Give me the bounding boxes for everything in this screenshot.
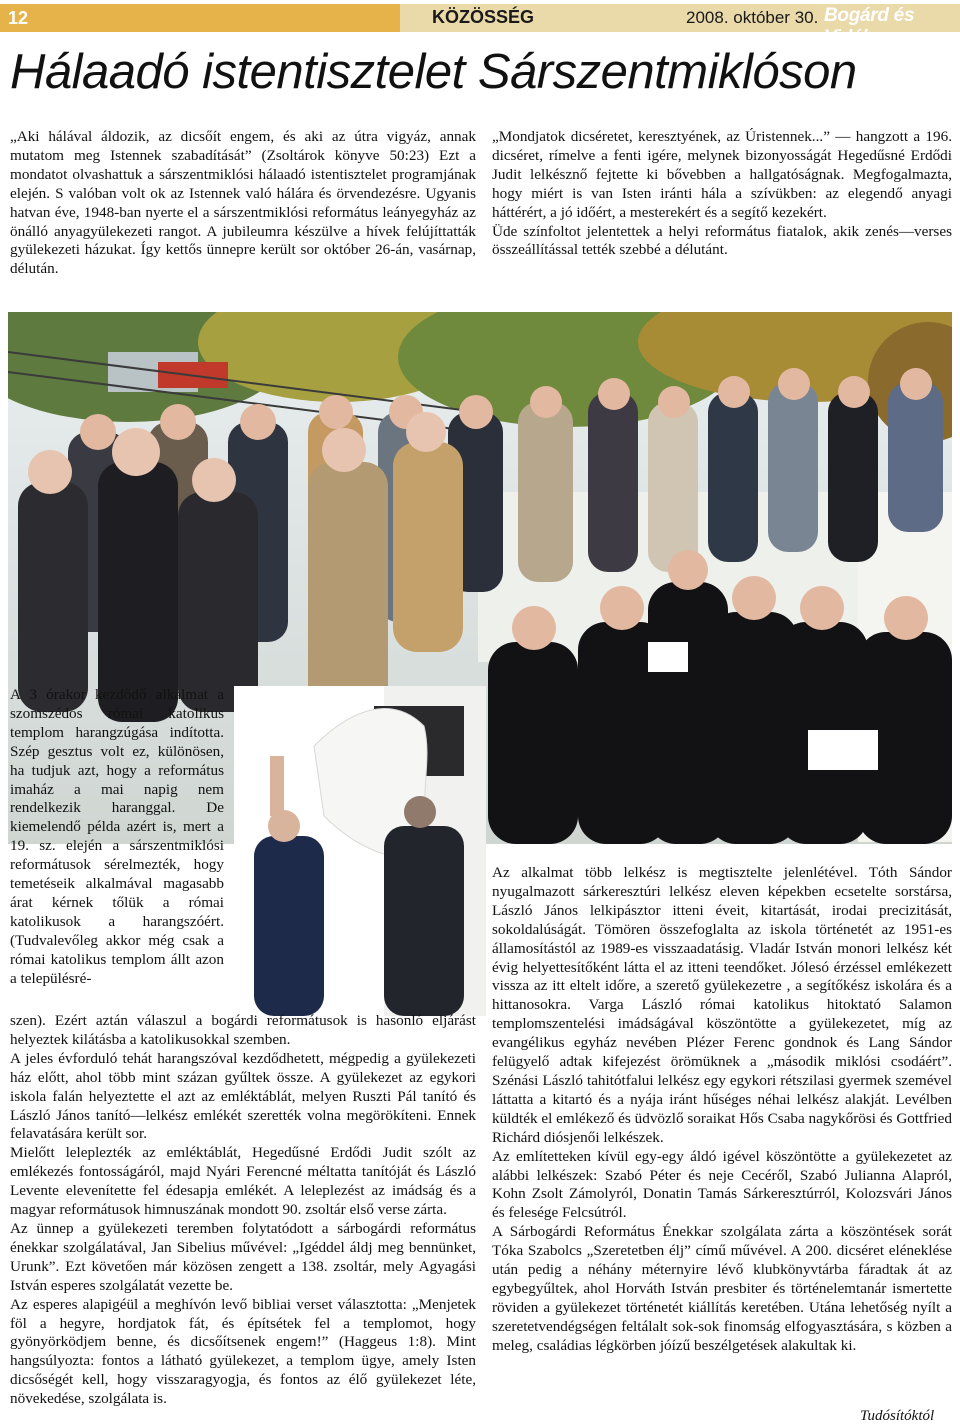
- plaque-unveiling-photo: [234, 686, 486, 1016]
- page-header: [0, 0, 960, 48]
- left-paragraph-5: Az esperes alapigéül a meghívón levő bibliai verset választotta: „Menjetek föl a hegyre, hordjatok fát, és építsétek fel a templomot, hogy gyönyörködjem benne, és dicsőítsenek engem!” (Haggeus 1:8). Mint hangsúlyozta: fontos a látható gyülekezet, a templom ügye, amely Isten dicsőségét kell, hogy visszaragyogja, és fontos az élő gyülekezet léte, növekedése, szolgálata is.: [10, 1295, 476, 1408]
- page-number: 12: [8, 8, 29, 28]
- intro-right-paragraph-2: Üde színfoltot jelentettek a helyi református fiatalok, akik zenés—verses összeállítással tették szebbé a délutánt.: [492, 222, 952, 259]
- left-paragraph-1: szen). Ezért aztán válaszul a bogárdi reformátusok is hasonló eljárást helyeztek kilátásba a katolikusokkal szemben.: [10, 1012, 476, 1048]
- right-paragraph-1: Az alkalmat több lelkész is megtisztelte jelenlétével. Tóth Sándor nyugalmazott sárkeresztúri lelkész eleven képekben ecsetelte sorstársa, László János lelkipásztor itteni éveit, kitartását, irodai precizitását, sokoldalúságát. Tömören összefoglalta az iskola történetét az 1951-es államosítástól az 1989-es visszaadatásig. Vladár István monori lelkész két évig helyettesítőként látta el az itteni teendőket. Jólesó érzéssel emlékezett vissza az itt eltelt időre, a szerető gyülekezetre , a segítőkész iskolára és a hittanosokra. Varga László római katolikus hitoktató Salamon templomszentelési imádságával köszöntötte a gyülekezetet, míg az evangélikus egyház nevében Plézer Ferenc gondnok és Lang Sándor felügyelő adtak kifejezést örömüknek a „második miklósi csodáért”. Szénási László tahitótfalui lelkész egy egykori rétszilasi gyermek szemével láttatta a kitartó és a nyája iránt hűséges néhai lelkész alakját. Levélben küldték el emlékező és üdvözlő soraikat Hős Csaba nagykőrösi és Gottfried Richárd diósjenői lelkészek.: [492, 864, 952, 1146]
- issue-date: 2008. október 30.: [686, 8, 819, 27]
- author-signature: Tudósítóktól: [860, 1408, 935, 1424]
- intro-right-paragraph-1: „Mondjatok dicséretet, keresztyének, az Úristennek...” — hangzott a 196. dicséret, rímelve a fenti igére, melynek bizonyosságát Hegedűsné Erdődi Judit lelkésznő fejtette ki bővebben a hallgatóságnak. Megfogalmazta, hogy miért is van Isten iránti hála a szívükben: az elegendő anyagi háttérért, a jó időért, a mesterekért és a segítő kezekért.: [492, 128, 952, 221]
- left-body-column: [10, 1012, 476, 1409]
- left-paragraph-2: A jeles évforduló tehát harangszóval kezdődhetett, mégpedig a gyülekezeti ház előtt, ahol több mint százan gyűltek össze. A gyülekezet az egykori iskola falán helyeztette el azt az emléktáblát, melyen Ruszti Pál tanító és László János tanító—lelkész emlékét szerették volna megörökíteni. Ennek felavatására került sor.: [10, 1049, 476, 1143]
- right-paragraph-2: Az említetteken kívül egy-egy áldó igével köszöntötte a gyülekezetet az alábbi lelkészek: Szabó Péter és neje Cecéről, Szabó Julianna Alapról, Kohn Zsolt Zámolyról, Donatin Tamás Sárkeresztúrról, Kolozsvári János és felesége Felcsútról.: [492, 1147, 952, 1222]
- header-left-band: [0, 4, 400, 32]
- wrap-text-column: [10, 686, 224, 989]
- intro-right-column: [492, 128, 952, 260]
- left-paragraph-4: Az ünnep a gyülekezeti teremben folytatódott a sárbogárdi református énekkar szolgálatával, Jan Sibelius művével: „Igéddel áldj meg bennünket, Urunk”. Ezt követően már közösen zengett a 138. zsoltár, mely Agyagási István esperes szolgálatát vezette be.: [10, 1219, 476, 1294]
- newspaper-brand: Bogárd és Vidéke: [824, 5, 915, 48]
- right-paragraph-3: A Sárbogárdi Református Énekkar szolgálata zárta a köszöntések sorát Tóka Szabolcs „Szeretetben élj” című művével. A 200. dicséret eléneklése után pedig a néhány méternyire lévő klubkönyvtárba fáradtak át az egybegyűltek, ahol Horváth István presbiter és történelemtanár ismertette röviden a gyülekezet történetét kiállítás keretében. Utána lehetőség nyílt a szeretetvendégségen feltálalt sok-sok finomság elfogyasztására, s közben a meleg, családias légkörben jóízű beszélgetések alakultak ki.: [492, 1223, 952, 1354]
- section-title: KÖZÖSSÉG: [432, 7, 535, 27]
- article-title: Hálaadó istentisztelet Sárszentmiklóson: [10, 45, 857, 99]
- wrap-paragraph: A 3 órakor kezdődő alkalmat a szomszédos római katolikus templom harangzúgása indította. Szép gesztus volt ez, különösen, ha tudjuk azt, hogy a református imaház a mai napig nem rendelkezik haranggal. De kiemelendő példa azért is, mert a 19. sz. elején a sárszentmiklósi reformátusok sérelmezték, hogy temetéseik alkalmával magasabb árat kérnek tőlük a római katolikusok a harangszóért. (Tudvalevőleg akkor még csak a római katolikus templom állt azon a településré-: [10, 686, 224, 987]
- intro-paragraph: „Aki hálával áldozik, az dicsőít engem, és aki az útra vigyáz, annak mutatom meg Istennek szabadítását” (Zsoltárok könyve 50:23) Ezt a mondatot olvashattuk a sárszentmiklósi hálaadó istentisztelet programjának elején. S valóban volt ok az Istennek való hálára és örvendezésre. Ugyanis hatvan éve, 1948-ban nyerte el a sárszentmiklósi református leányegyház az önálló anyagyülekezeti rangot. A jubileumra készülve a hívek felújíttatták gyülekezeti házukat. Így kettős ünnepre került sor október 26-án, vasárnap, délután.: [10, 128, 476, 278]
- intro-left-column: [10, 128, 476, 279]
- right-body-column: [492, 864, 952, 1356]
- left-paragraph-3: Mielőtt leleplezték az emléktáblát, Hegedűsné Erdődi Judit szólt az emlékezés fontosságáról, majd Nyári Ferencné méltatta tanítóját és László Levente elevenítette fel édesapja emlékét. A leleplezést az imádság és a magyar reformátusok himnuszának mondott 90. zsoltár első verse zárta.: [10, 1144, 476, 1219]
